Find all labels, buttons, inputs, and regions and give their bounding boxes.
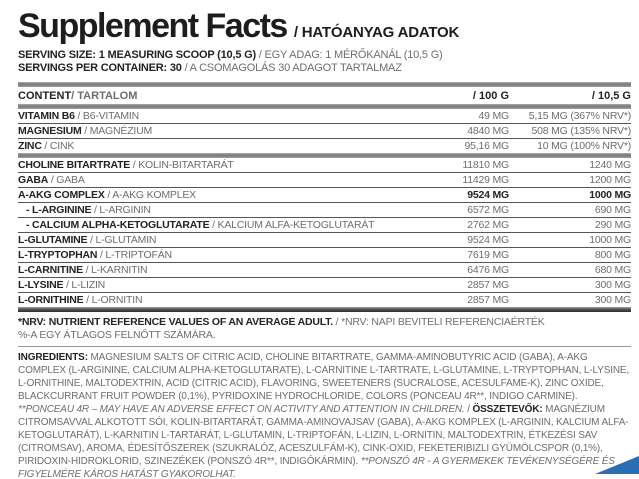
servings-per-container-label-hu: / A CSOMAGOLÁS 30 ADAGOT TARTALMAZ	[181, 62, 402, 74]
table-body	[18, 109, 631, 312]
row-name-en: CHOLINE BITARTRATE	[18, 159, 131, 171]
row-name-hu: / A-AKG KOMPLEX	[104, 189, 196, 201]
table-row	[18, 109, 631, 124]
row-name	[18, 140, 414, 152]
text-segment: **PONSZÓ 4R - A GYERMEKEK TEVÉKENYSÉGÉRE ÉS FIGYELMÉRE KÁROS HATÁST GYAKOROLHAT.	[18, 456, 615, 479]
row-name-en: L-CARNITINE	[18, 264, 83, 276]
row-value-per-serving: 290 MG	[594, 219, 631, 231]
table-row	[18, 203, 631, 218]
row-name-hu: / KOLIN-BITARTARÁT	[130, 159, 234, 171]
section-divider-bar	[18, 307, 631, 312]
row-value-per-100g: 6572 MG	[467, 204, 509, 216]
row-value-per-serving: 690 MG	[594, 204, 631, 216]
servings-per-container-label: SERVINGS PER CONTAINER: 30	[18, 62, 182, 74]
page-title: Supplement Facts	[18, 7, 287, 45]
text-segment: / *NRV: NAPI BEVITELI REFERENCIAÉRTÉK %-A EGY ÁTLAGOS FELNŐTT SZÁMÁRA.	[18, 316, 545, 341]
row-name	[18, 279, 414, 291]
row-name-hu: / MAGNÉZIUM	[81, 125, 153, 137]
row-value-per-serving: 1000 MG	[589, 234, 631, 246]
row-name-en: VITAMIN B6	[18, 110, 75, 122]
row-name-hu: / B6-VITAMIN	[74, 110, 140, 122]
table-row	[18, 139, 631, 153]
table-row	[18, 233, 631, 248]
table-row	[18, 188, 631, 203]
table-row	[18, 248, 631, 263]
row-name-en: ZINC	[18, 140, 42, 152]
row-value-per-100g: 11810 MG	[462, 159, 509, 171]
row-name-hu: / KALCIUM ALFA-KETOGLUTARÁT	[209, 219, 375, 231]
row-name-en: L-ORNITHINE	[18, 294, 84, 306]
row-value-per-100g: 6476 MG	[467, 264, 509, 276]
row-value-per-serving: 1240 MG	[589, 159, 631, 171]
row-value-per-serving: 300 MG	[594, 279, 631, 291]
row-value-per-100g: 95,16 MG	[464, 140, 509, 152]
row-name-hu: / L-ARGININ	[91, 204, 151, 216]
text-segment: /	[467, 404, 473, 415]
row-value-per-100g: 7619 MG	[467, 249, 509, 261]
row-name	[18, 294, 414, 306]
serving-size-label: SERVING SIZE: 1 MEASURING SCOOP (10,5 G)	[18, 49, 256, 61]
table-row	[18, 263, 631, 278]
table-row	[18, 278, 631, 293]
row-value-per-100g: 4840 MG	[467, 125, 509, 137]
row-name-en: - L-ARGININE	[26, 204, 92, 216]
row-name-hu: / L-ORNITIN	[83, 294, 143, 306]
text-segment: **PONCEAU 4R – MAY HAVE AN ADVERSE EFFECT ON ACTIVITY AND ATTENTION IN CHILDREN.	[18, 404, 468, 415]
row-value-per-100g: 11429 MG	[462, 174, 509, 186]
row-value-per-100g: 9524 MG	[467, 189, 509, 201]
text-segment: *NRV: NUTRIENT REFERENCE VALUES OF AN AVERAGE ADULT.	[18, 316, 333, 328]
row-name-en: A-AKG COMPLEX	[18, 189, 105, 201]
servings-per-container-line	[18, 62, 631, 75]
row-name-hu: / GABA	[48, 174, 85, 186]
row-value-per-serving: 1000 MG	[589, 189, 631, 201]
text-segment: INGREDIENTS:	[18, 352, 88, 363]
row-name-en: L-LYSINE	[18, 279, 64, 291]
row-name	[18, 219, 414, 231]
serving-info	[18, 49, 631, 75]
serving-size-label-hu: / EGY ADAG: 1 MÉRŐKANÁL (10,5 G)	[255, 49, 443, 61]
text-segment: ÖSSZETEVŐK:	[472, 404, 543, 415]
row-name-hu: / L-GLUTAMIN	[87, 234, 157, 246]
row-value-per-100g: 2857 MG	[467, 294, 509, 306]
row-value-per-100g: 2762 MG	[467, 219, 509, 231]
row-value-per-serving: 10 MG (100% NRV*)	[537, 140, 631, 152]
content-label: CONTENT	[18, 89, 72, 102]
table-row	[18, 158, 631, 173]
row-name-en: GABA	[18, 174, 49, 186]
row-value-per-serving: 508 MG (135% NRV*)	[531, 125, 631, 137]
nrv-footnote	[18, 316, 558, 341]
text-segment: MAGNÉZIUM CITROMSAVVAL ALKOTOTT SÓI, KOLIN-BITARTARÁT, GAMMA-AMINOVAJSAV (GABA), A-AKG KOMPLEX (L-ARGININ, KALCIUM ALFA-KETOGLUTARÁT), L-KARNITIN L-TARTARÁT, L-GLUTAMIN, L-TRIPTOFÁN, L-LIZIN, L-ORNITIN, MALTODEXTRIN, ÉTKEZÉSI SAV (CITROMSAV), AROMA, ÉDESÍTŐSZEREK (SZUKRALÓZ, ACESZULFÁM-K), CINK-OXID, FEKETERIBIZLI GYÜMÖLCSPOR (0,1%), PIRIDOXIN-HIDROKLORID, SZINEZÉKEK (PONSZÓ 4R**, INDIGÓKÁRMIN).	[18, 404, 629, 467]
row-value-per-100g: 2857 MG	[467, 279, 509, 291]
content-label-hu: / TARTALOM	[71, 89, 138, 102]
row-name	[18, 234, 414, 246]
row-value-per-serving: 5,15 MG (367% NRV*)	[528, 110, 631, 122]
title-row	[18, 8, 631, 44]
row-name	[18, 159, 414, 171]
row-name-hu: / L-TRIPTOFÁN	[97, 249, 172, 261]
row-name-hu: / CINK	[41, 140, 75, 152]
text-segment: MAGNESIUM SALTS OF CITRIC ACID, CHOLINE BITARTRATE, GAMMA-AMINOBUTYRIC ACID (GABA), A-AKG COMPLEX (L-ARGININE, CALCIUM ALPHA-KETOGLUTARATE), L-CARNITINE L-TARTRATE, L-GLUTAMINE, L-TRYPTOPHAN, L-LYSINE, L-ORNITHINE, MALTODEXTRIN, ACID (CITRIC ACID), FLAVORING, SWEETENERS (SUCRALOSE, ACESULFAME-K), ZINC OXIDE, BLACKCURRANT FRUIT POWDER (0,1%), PYRIDOXINE HYDROCHLORIDE, COLORS (PONCEAU 4R**, INDIGO CARMINE).	[18, 352, 630, 402]
column-header-content	[18, 90, 414, 102]
table-header-row	[18, 87, 631, 104]
ingredients-paragraph	[18, 351, 631, 479]
row-name	[18, 249, 414, 261]
row-name-en: MAGNESIUM	[18, 125, 82, 137]
column-header-per-100g: / 100 G	[472, 89, 509, 102]
table-row	[18, 293, 631, 307]
row-value-per-serving: 800 MG	[594, 249, 631, 261]
row-value-per-100g: 49 MG	[478, 110, 509, 122]
row-name-en: - CALCIUM ALPHA-KETOGLUTARATE	[26, 219, 210, 231]
column-header-per-serving: / 10,5 G	[591, 89, 631, 102]
row-name	[18, 204, 414, 216]
row-name-hu: / L-LIZIN	[63, 279, 106, 291]
row-value-per-serving: 1200 MG	[589, 174, 631, 186]
table-row	[18, 124, 631, 139]
table-row	[18, 173, 631, 188]
row-name	[18, 174, 414, 186]
row-value-per-serving: 680 MG	[594, 264, 631, 276]
row-name-hu: / L-KARNITIN	[82, 264, 148, 276]
row-name	[18, 125, 414, 137]
row-value-per-serving: 300 MG	[594, 294, 631, 306]
serving-size-line	[18, 49, 631, 62]
row-name-en: L-TRYPTOPHAN	[18, 249, 98, 261]
footnote-divider	[18, 346, 631, 347]
row-name	[18, 110, 414, 122]
row-name-en: L-GLUTAMINE	[18, 234, 88, 246]
row-name	[18, 264, 414, 276]
row-name	[18, 189, 414, 201]
table-row	[18, 218, 631, 233]
row-value-per-100g: 9524 MG	[467, 234, 509, 246]
page-title-suffix: / HATÓANYAG ADATOK	[293, 24, 460, 41]
